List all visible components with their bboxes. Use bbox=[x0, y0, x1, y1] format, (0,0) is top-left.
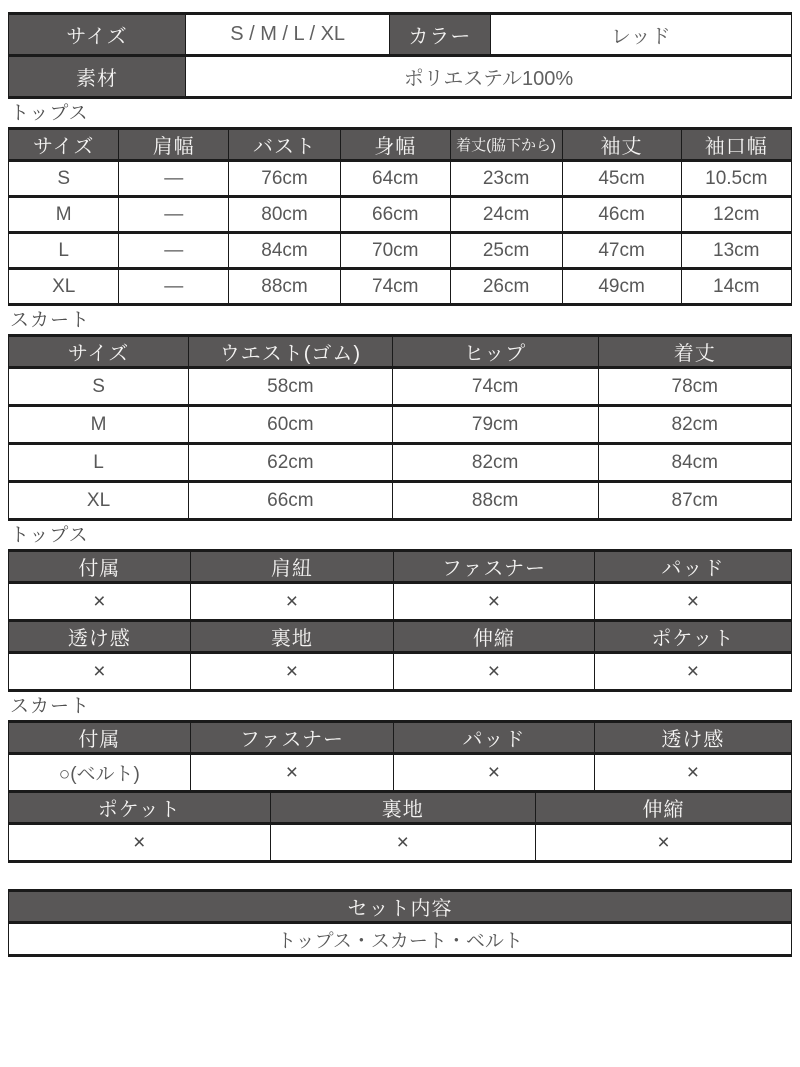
header-cell: 肩紐 bbox=[190, 551, 394, 583]
size-value-cell: S / M / L / XL bbox=[185, 14, 389, 56]
table-row bbox=[9, 161, 792, 197]
table-row bbox=[9, 56, 792, 98]
header-cell: 透け感 bbox=[9, 621, 191, 653]
data-cell: 45cm bbox=[562, 161, 681, 197]
header-cell: 袖口幅 bbox=[681, 129, 791, 161]
table-row bbox=[9, 269, 792, 305]
data-cell: 88cm bbox=[392, 482, 598, 520]
color-value-cell: レッド bbox=[490, 14, 791, 56]
data-cell: XL bbox=[9, 482, 189, 520]
data-cell: × bbox=[270, 824, 535, 862]
skirt-features-table-2 bbox=[8, 790, 792, 863]
data-cell: — bbox=[119, 233, 229, 269]
data-cell: × bbox=[9, 583, 191, 621]
data-cell: — bbox=[119, 269, 229, 305]
data-cell: × bbox=[594, 653, 791, 691]
header-cell: ウエスト(ゴム) bbox=[189, 336, 393, 368]
table-header-row bbox=[9, 336, 792, 368]
data-cell: 26cm bbox=[450, 269, 562, 305]
data-cell: × bbox=[190, 754, 394, 792]
header-cell: 着丈 bbox=[598, 336, 791, 368]
skirt-features-table-1 bbox=[8, 720, 792, 793]
header-cell: 裏地 bbox=[190, 621, 394, 653]
header-cell: 身幅 bbox=[340, 129, 450, 161]
set-contents-value-cell: トップス・スカート・ベルト bbox=[9, 923, 792, 956]
data-cell: 14cm bbox=[681, 269, 791, 305]
data-cell: — bbox=[119, 161, 229, 197]
data-cell: × bbox=[9, 824, 271, 862]
data-cell: 58cm bbox=[189, 368, 393, 406]
table-row bbox=[9, 197, 792, 233]
table-row bbox=[9, 653, 792, 691]
table-row bbox=[9, 406, 792, 444]
header-cell: 伸縮 bbox=[394, 621, 594, 653]
header-cell: 袖丈 bbox=[562, 129, 681, 161]
data-cell: × bbox=[394, 653, 594, 691]
section-label-tops-features: トップス bbox=[10, 525, 89, 546]
header-cell: パッド bbox=[394, 722, 594, 754]
header-cell: ポケット bbox=[594, 621, 791, 653]
data-cell: 88cm bbox=[229, 269, 341, 305]
table-header-row bbox=[9, 891, 792, 923]
table-row bbox=[9, 923, 792, 956]
section-label-skirt-features: スカート bbox=[10, 696, 91, 717]
data-cell: 79cm bbox=[392, 406, 598, 444]
data-cell: XL bbox=[9, 269, 119, 305]
header-cell: 付属 bbox=[9, 551, 191, 583]
header-cell: ポケット bbox=[9, 792, 271, 824]
data-cell: × bbox=[394, 583, 594, 621]
table-row bbox=[9, 754, 792, 792]
data-cell: M bbox=[9, 197, 119, 233]
data-cell: 78cm bbox=[598, 368, 791, 406]
data-cell: 10.5cm bbox=[681, 161, 791, 197]
table-row bbox=[9, 482, 792, 520]
data-cell: 87cm bbox=[598, 482, 791, 520]
data-cell: 47cm bbox=[562, 233, 681, 269]
header-cell: 裏地 bbox=[270, 792, 535, 824]
size-label-cell: サイズ bbox=[9, 14, 186, 56]
data-cell: S bbox=[9, 368, 189, 406]
data-cell: L bbox=[9, 233, 119, 269]
data-cell: 24cm bbox=[450, 197, 562, 233]
data-cell: — bbox=[119, 197, 229, 233]
table-header-row bbox=[9, 621, 792, 653]
data-cell: × bbox=[594, 583, 791, 621]
material-label-cell: 素材 bbox=[9, 56, 186, 98]
data-cell: 74cm bbox=[340, 269, 450, 305]
header-cell: 伸縮 bbox=[535, 792, 791, 824]
product-info-table bbox=[8, 12, 792, 99]
data-cell: M bbox=[9, 406, 189, 444]
data-cell: 82cm bbox=[598, 406, 791, 444]
data-cell: 76cm bbox=[229, 161, 341, 197]
tops-features-table bbox=[8, 549, 792, 692]
header-cell: 着丈(脇下から) bbox=[450, 129, 562, 161]
data-cell: S bbox=[9, 161, 119, 197]
data-cell: 64cm bbox=[340, 161, 450, 197]
data-cell: 62cm bbox=[189, 444, 393, 482]
table-row bbox=[9, 824, 792, 862]
data-cell: 66cm bbox=[340, 197, 450, 233]
data-cell: 46cm bbox=[562, 197, 681, 233]
data-cell: × bbox=[394, 754, 594, 792]
skirt-size-table bbox=[8, 334, 792, 521]
table-row bbox=[9, 14, 792, 56]
table-header-row bbox=[9, 722, 792, 754]
table-row bbox=[9, 368, 792, 406]
data-cell: 82cm bbox=[392, 444, 598, 482]
data-cell: 60cm bbox=[189, 406, 393, 444]
header-cell: 透け感 bbox=[594, 722, 791, 754]
data-cell: 12cm bbox=[681, 197, 791, 233]
table-header-row bbox=[9, 792, 792, 824]
data-cell: 84cm bbox=[598, 444, 791, 482]
data-cell: × bbox=[535, 824, 791, 862]
data-cell: × bbox=[190, 583, 394, 621]
set-contents-header-cell: セット内容 bbox=[9, 891, 792, 923]
data-cell: 70cm bbox=[340, 233, 450, 269]
header-cell: ファスナー bbox=[394, 551, 594, 583]
header-cell: ヒップ bbox=[392, 336, 598, 368]
data-cell: 80cm bbox=[229, 197, 341, 233]
data-cell: × bbox=[190, 653, 394, 691]
header-cell: パッド bbox=[594, 551, 791, 583]
data-cell: L bbox=[9, 444, 189, 482]
tops-size-table bbox=[8, 127, 792, 306]
header-cell: サイズ bbox=[9, 336, 189, 368]
material-value-cell: ポリエステル100% bbox=[185, 56, 791, 98]
data-cell: 74cm bbox=[392, 368, 598, 406]
table-row bbox=[9, 233, 792, 269]
data-cell: × bbox=[594, 754, 791, 792]
header-cell: ファスナー bbox=[190, 722, 394, 754]
table-header-row bbox=[9, 551, 792, 583]
set-contents-table bbox=[8, 889, 792, 957]
table-header-row bbox=[9, 129, 792, 161]
data-cell: 66cm bbox=[189, 482, 393, 520]
header-cell: 付属 bbox=[9, 722, 191, 754]
header-cell: サイズ bbox=[9, 129, 119, 161]
data-cell: 13cm bbox=[681, 233, 791, 269]
section-label-tops-size: トップス bbox=[10, 103, 89, 124]
table-row bbox=[9, 444, 792, 482]
table-row bbox=[9, 583, 792, 621]
data-cell: × bbox=[9, 653, 191, 691]
header-cell: バスト bbox=[229, 129, 341, 161]
color-label-cell: カラー bbox=[390, 14, 490, 56]
data-cell: 84cm bbox=[229, 233, 341, 269]
data-cell: ○(ベルト) bbox=[9, 754, 191, 792]
data-cell: 49cm bbox=[562, 269, 681, 305]
section-label-skirt-size: スカート bbox=[10, 310, 91, 331]
data-cell: 23cm bbox=[450, 161, 562, 197]
data-cell: 25cm bbox=[450, 233, 562, 269]
header-cell: 肩幅 bbox=[119, 129, 229, 161]
